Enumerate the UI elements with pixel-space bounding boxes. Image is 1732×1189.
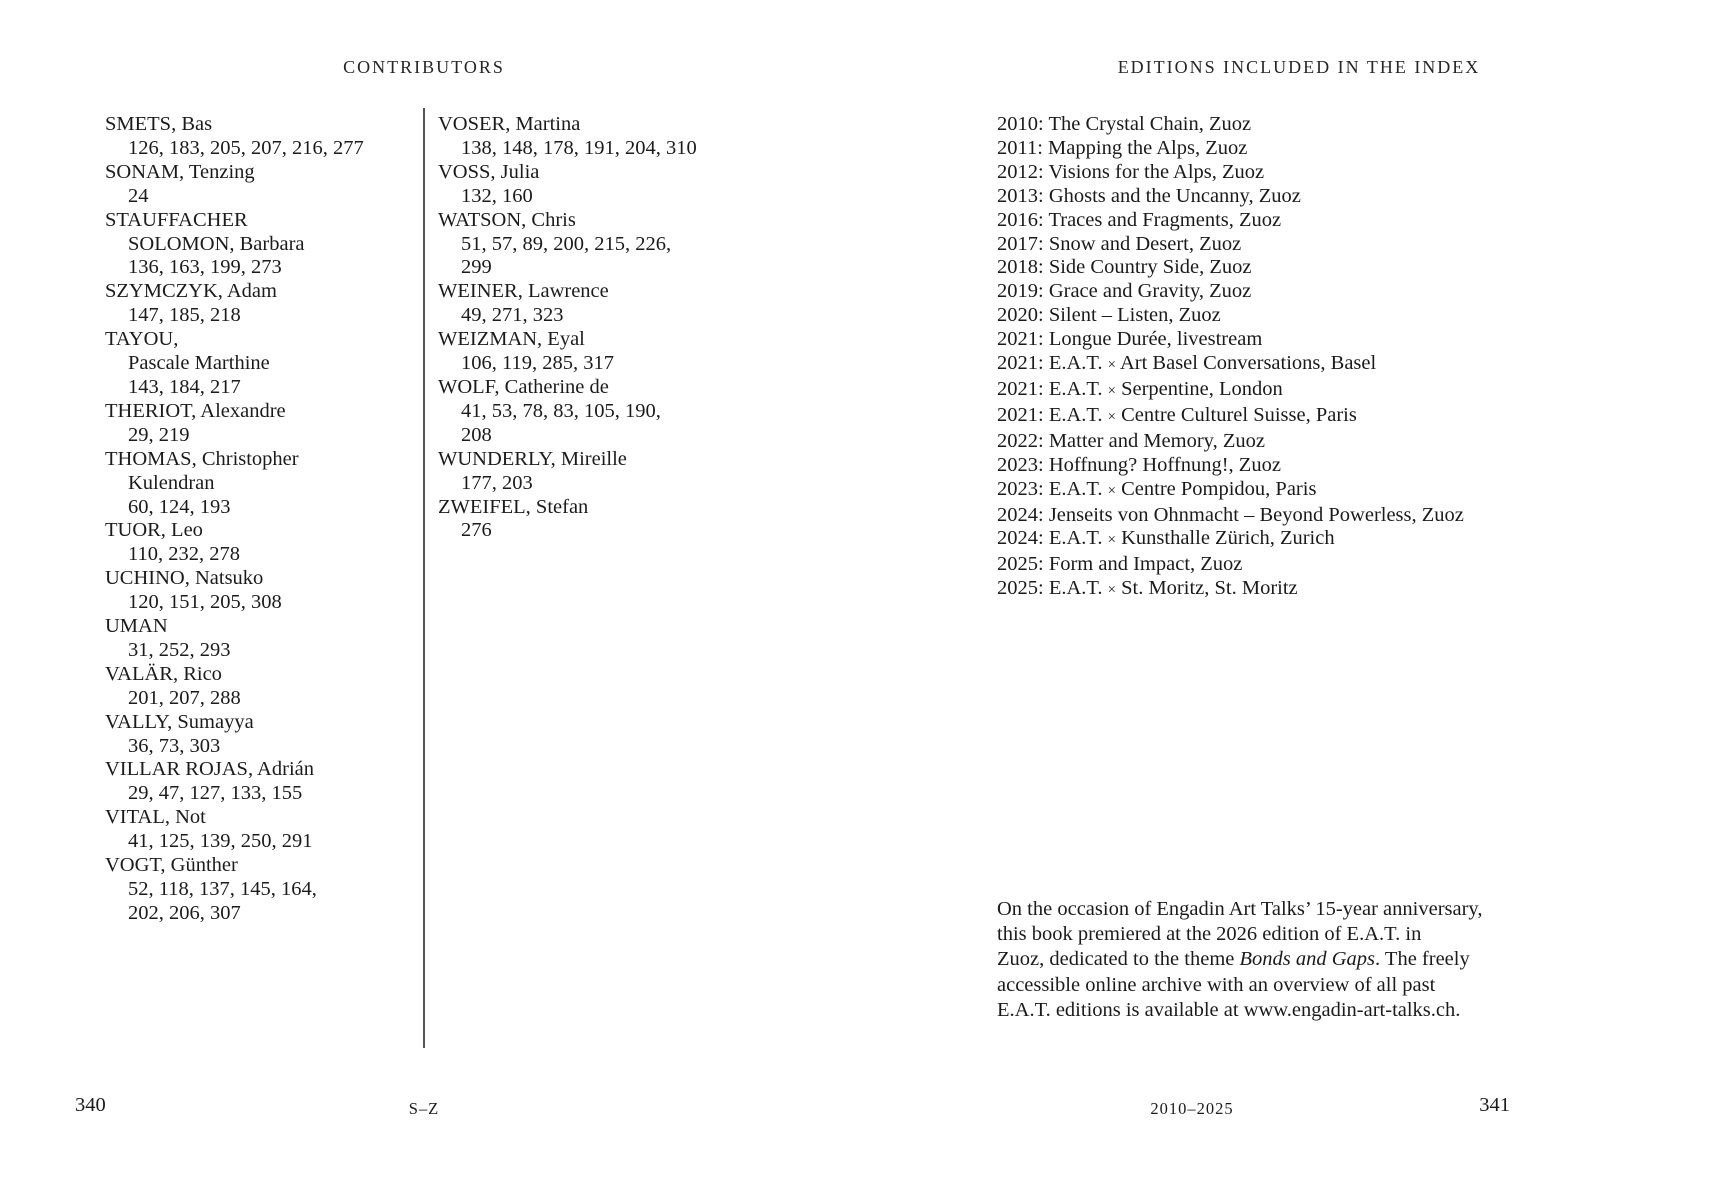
contributor-pages-line: 120, 151, 205, 308 [128,591,282,614]
contributor-pages-line: 126, 183, 205, 207, 216, 277 [128,136,364,159]
paragraph-text: accessible online archive with an overview of all past [997,973,1436,996]
paragraph-line [997,998,1482,1023]
contributor-name-line: WEINER, Lawrence [438,280,609,303]
left-page-header: CONTRIBUTORS [343,57,505,77]
contributor-name-line: SZYMCZYK, Adam [105,280,277,303]
edition-item: 2023: E.A.T. × Centre Pompidou, Paris [997,477,1317,500]
contributor-pages-line: 147, 185, 218 [128,304,241,327]
edition-item: 2024: E.A.T. × Kunsthalle Zürich, Zurich [997,527,1335,550]
contributors-column-2 [438,113,697,543]
contributor-name-line: WUNDERLY, Mireille [438,447,627,470]
contributor-name-line: SONAM, Tenzing [105,160,255,183]
edition-item: 2021: E.A.T. × Centre Culturel Suisse, Paris [997,403,1357,426]
book-theme-title: Bonds and Gaps [1239,948,1376,971]
edition-item: 2025: E.A.T. × St. Moritz, St. Moritz [997,577,1298,600]
contributor-pages-line: 132, 160 [461,184,533,207]
contributor-pages-line: 29, 219 [128,423,190,446]
column-divider-rule [423,108,425,1048]
contributor-name-line: TUOR, Leo [105,519,203,542]
contributor-pages-line: 177, 203 [461,471,533,494]
contributor-name-line: SMETS, Bas [105,113,213,135]
edition-item: 2025: Form and Impact, Zuoz [997,553,1243,576]
multiplication-sign: × [1107,582,1116,599]
edition-item: 2020: Silent – Listen, Zuoz [997,304,1221,327]
contributor-pages-line: 136, 163, 199, 273 [128,256,282,279]
contributor-pages-line: 29, 47, 127, 133, 155 [128,782,303,805]
multiplication-sign: × [1107,482,1116,499]
contributor-name-line: WATSON, Chris [438,208,576,231]
paragraph-text: Zuoz, dedicated to the theme [997,948,1240,971]
contributor-pages-line: 208 [461,423,492,446]
edition-item: 2013: Ghosts and the Uncanny, Zuoz [997,184,1301,207]
contributor-name-line: Pascale Marthine [128,352,270,375]
contributor-name-line: WOLF, Catherine de [438,375,609,398]
contributor-pages-line: 49, 271, 323 [461,304,564,327]
paragraph-text: . The freely [1375,948,1470,971]
contributor-pages-line: 276 [461,519,492,542]
contributor-pages-line: 41, 125, 139, 250, 291 [128,830,313,853]
edition-item: 2019: Grace and Gravity, Zuoz [997,280,1252,303]
edition-item: 2016: Traces and Fragments, Zuoz [997,208,1282,231]
contributor-pages-line: 299 [461,256,492,279]
right-page-header: EDITIONS INCLUDED IN THE INDEX [1117,57,1481,77]
contributor-name-line: ZWEIFEL, Stefan [438,495,589,518]
contributor-pages-line: 36, 73, 303 [128,734,221,757]
paragraph-line [997,922,1482,947]
contributor-name-line: UMAN [105,615,168,638]
contributor-pages-line: 51, 57, 89, 200, 215, 226, [461,232,672,255]
page-number-left: 340 [75,1094,106,1116]
contributor-name-line: VALÄR, Rico [105,662,222,685]
multiplication-sign: × [1107,408,1116,425]
paragraph-text: this book premiered at the 2026 edition of E.A.T. in [997,923,1422,946]
contributor-name-line: VALLY, Sumayya [105,710,254,733]
contributor-pages-line: 110, 232, 278 [128,543,240,566]
edition-item: 2021: E.A.T. × Serpentine, London [997,377,1283,400]
contributor-pages-line: 143, 184, 217 [128,375,241,398]
contributor-name-line: UCHINO, Natsuko [105,567,264,590]
edition-item: 2012: Visions for the Alps, Zuoz [997,160,1265,183]
contributor-pages-line: 201, 207, 288 [128,686,241,709]
contributor-pages-line: 60, 124, 193 [128,495,231,518]
contributor-pages-line: 52, 118, 137, 145, 164, [128,878,317,900]
contributor-name-line: VOGT, Günther [105,854,238,877]
contributor-name-line: VILLAR ROJAS, Adrián [105,758,314,781]
edition-item: 2022: Matter and Memory, Zuoz [997,429,1265,452]
edition-item: 2021: Longue Durée, livestream [997,328,1263,351]
section-range-label: S–Z [408,1099,440,1118]
contributor-name-line: THOMAS, Christopher [105,447,299,470]
edition-item: 2010: The Crystal Chain, Zuoz [997,113,1252,135]
multiplication-sign: × [1107,382,1116,399]
edition-item: 2024: Jenseits von Ohnmacht – Beyond Powerless, Zuoz [997,503,1464,526]
paragraph-line [997,897,1482,922]
contributor-name-line: TAYOU, [105,328,179,351]
editions-list [997,113,1464,603]
contributor-name-line: VITAL, Not [105,806,206,829]
contributor-pages-line: 24 [128,184,149,207]
contributor-name-line: SOLOMON, Barbara [128,232,305,255]
paragraph-text: E.A.T. editions is available at www.engadin-art-talks.ch. [997,998,1461,1021]
contributor-name-line: VOSS, Julia [438,160,540,183]
contributor-pages-line: 202, 206, 307 [128,901,241,924]
edition-item: 2023: Hoffnung? Hoffnung!, Zuoz [997,453,1281,476]
multiplication-sign: × [1107,532,1116,549]
contributor-pages-line: 31, 252, 293 [128,638,231,661]
edition-item: 2018: Side Country Side, Zuoz [997,256,1252,279]
edition-item: 2017: Snow and Desert, Zuoz [997,232,1242,255]
colophon-paragraph [997,897,1482,1023]
contributor-name-line: THERIOT, Alexandre [105,399,286,422]
paragraph-line [997,947,1482,972]
edition-item: 2021: E.A.T. × Art Basel Conversations, Basel [997,352,1377,375]
paragraph-line [997,973,1482,998]
multiplication-sign: × [1107,357,1116,374]
page-number-right: 341 [1479,1094,1510,1116]
contributor-pages-line: 138, 148, 178, 191, 204, 310 [461,136,697,159]
contributor-pages-line: 41, 53, 78, 83, 105, 190, [461,399,661,422]
edition-item: 2011: Mapping the Alps, Zuoz [997,136,1248,159]
contributors-column-1 [105,113,364,926]
year-range-label: 2010–2025 [1150,1099,1234,1118]
contributor-name-line: VOSER, Martina [438,113,581,135]
contributor-name-line: WEIZMAN, Eyal [438,328,585,351]
contributor-name-line: STAUFFACHER [105,208,248,231]
paragraph-text: On the occasion of Engadin Art Talks’ 15-year anniversary, [997,898,1483,920]
contributor-name-line: Kulendran [128,471,215,494]
contributor-pages-line: 106, 119, 285, 317 [461,352,614,375]
